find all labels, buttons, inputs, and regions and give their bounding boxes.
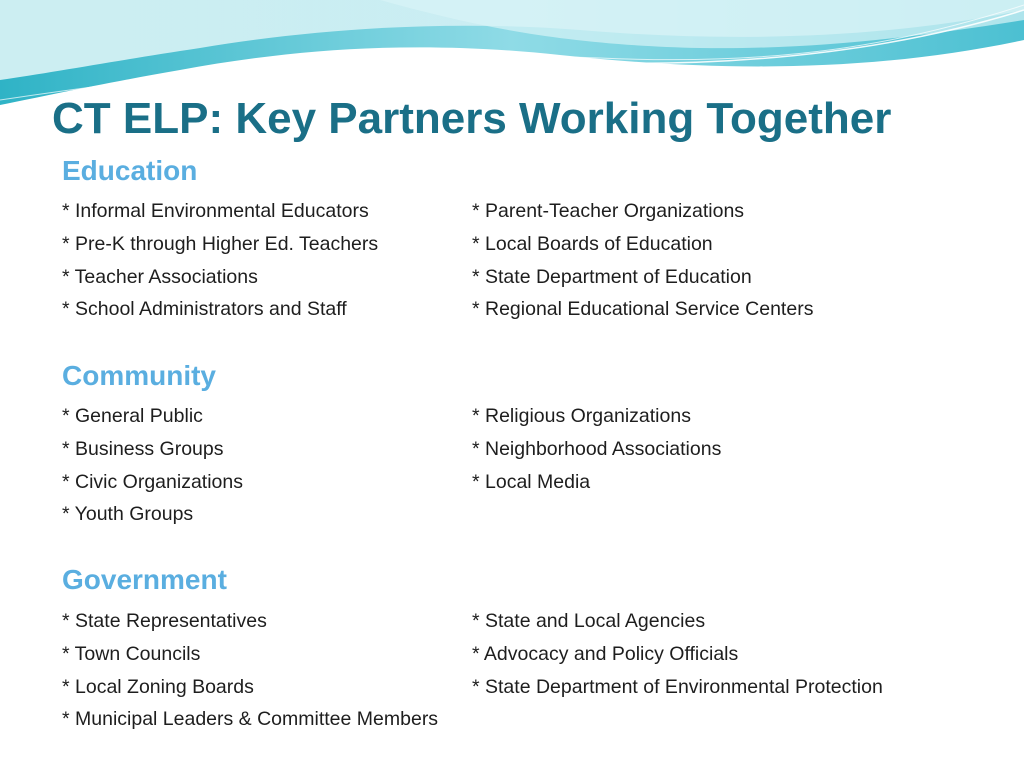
slide-title: CT ELP: Key Partners Working Together xyxy=(52,94,892,143)
section-heading-education: Education xyxy=(62,155,198,186)
government-item: * Municipal Leaders & Committee Members xyxy=(62,708,439,730)
education-item: * Regional Educational Service Centers xyxy=(472,298,814,320)
government-item: * State Representatives xyxy=(62,610,267,632)
education-item: * School Administrators and Staff xyxy=(62,298,347,320)
government-item: * State Department of Environmental Protection xyxy=(472,676,883,698)
community-item: * Business Groups xyxy=(62,438,224,460)
community-item: * Civic Organizations xyxy=(62,471,243,493)
education-item: * State Department of Education xyxy=(472,266,752,288)
government-item: * Town Councils xyxy=(62,643,201,665)
education-item: * Informal Environmental Educators xyxy=(62,200,369,222)
community-item: * Religious Organizations xyxy=(472,405,691,427)
community-item: * Local Media xyxy=(472,471,591,493)
government-item: * Advocacy and Policy Officials xyxy=(472,643,739,665)
education-item: * Teacher Associations xyxy=(62,266,258,288)
section-heading-community: Community xyxy=(62,360,216,391)
government-item: * State and Local Agencies xyxy=(472,610,706,632)
community-item: * General Public xyxy=(62,405,203,427)
community-item: * Youth Groups xyxy=(62,503,194,525)
community-item: * Neighborhood Associations xyxy=(472,438,722,460)
government-item: * Local Zoning Boards xyxy=(62,676,254,698)
education-item: * Pre-K through Higher Ed. Teachers xyxy=(62,233,379,255)
education-item: * Local Boards of Education xyxy=(472,233,713,255)
education-item: * Parent-Teacher Organizations xyxy=(472,200,745,222)
section-heading-government: Government xyxy=(62,564,227,595)
